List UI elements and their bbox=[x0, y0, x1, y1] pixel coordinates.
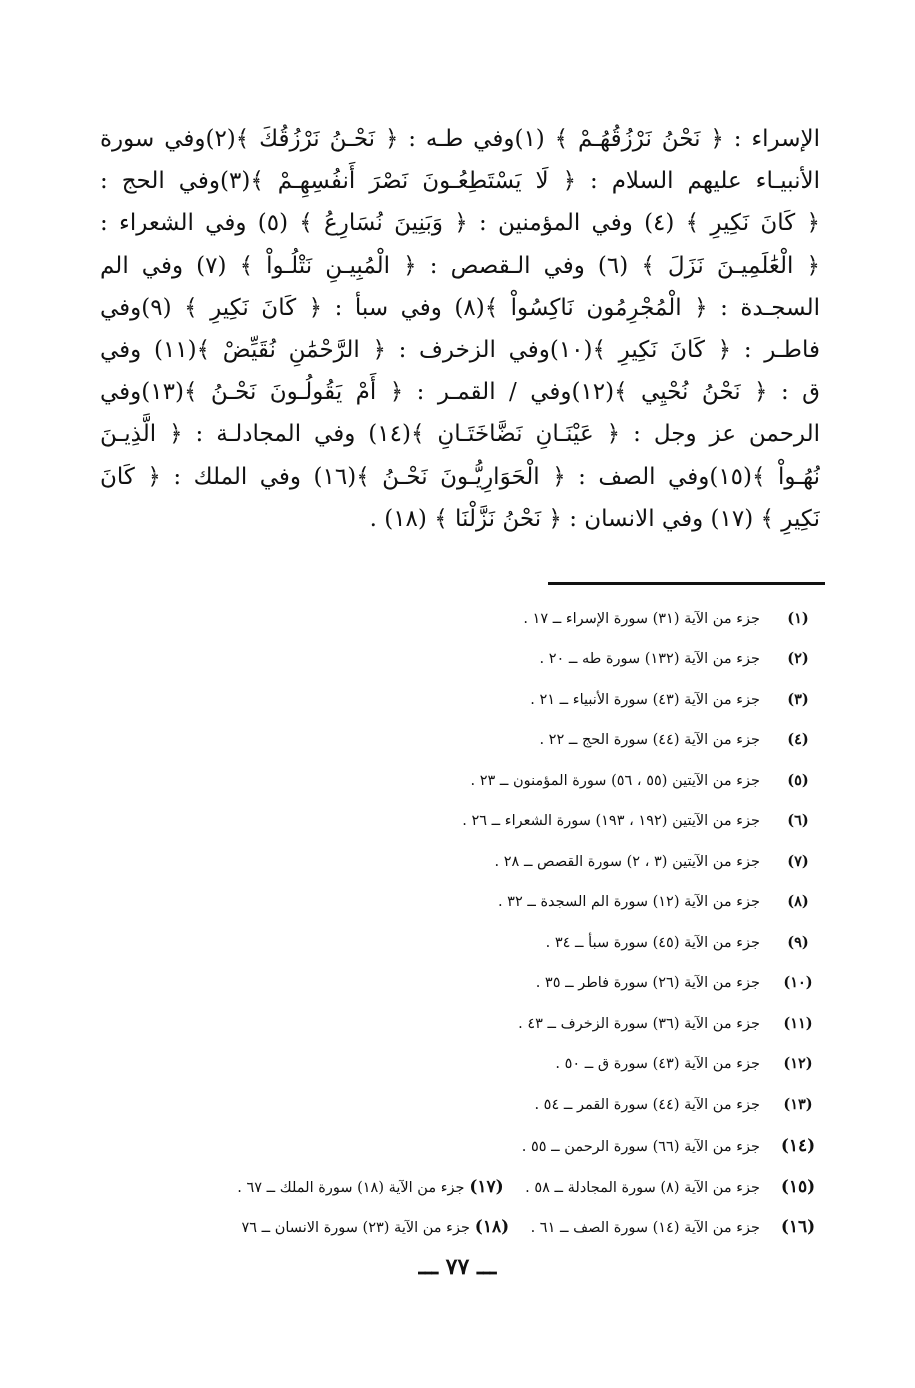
footnote-number: (١٧) bbox=[469, 1177, 504, 1197]
footnote bbox=[539, 731, 820, 761]
footnote-text: جزء من الآية (٨) سورة المجادلة ــ ٥٨ . bbox=[525, 1180, 760, 1196]
footnote-number: (١٠) bbox=[783, 974, 813, 991]
text-line: فاطـر : ﴿ كَانَ نَكِيرِ ﴾(١٠)وفي الزخرف : ﴿ الرَّحْمَٰنِ نُقَيِّضْ ﴾(١١) وفي bbox=[100, 337, 820, 364]
footnote-separator bbox=[548, 582, 825, 585]
footnote-number: (٧) bbox=[787, 853, 809, 870]
footnote bbox=[241, 1217, 820, 1247]
text-line: ق : ﴿ نَحْنُ نُحْيِي ﴾(١٢)وفي / القمـر : ﴿ أَمْ يَقُولُـونَ نَحْـنُ ﴾(١٣)وفي bbox=[100, 379, 820, 406]
footnote-number: (٦) bbox=[787, 812, 809, 829]
text-line: السجـدة : ﴿ الْمُجْرِمُون نَاكِسُواْ ﴾(٨) وفي سبأ : ﴿ كَانَ نَكِيرِ ﴾ (٩)وفي bbox=[100, 294, 820, 321]
footnote-text: جزء من الآية (٤٥) سورة سبأ ــ ٣٤ . bbox=[545, 935, 760, 951]
footnote bbox=[534, 1096, 820, 1126]
footnote bbox=[530, 691, 820, 721]
footnote-number: (١) bbox=[787, 610, 809, 627]
footnote-text: جزء من الآية (١٨) سورة الملك ــ ٦٧ . bbox=[237, 1180, 465, 1196]
footnote-number: (٥) bbox=[787, 772, 809, 789]
footnote-number: (١٤) bbox=[780, 1136, 816, 1156]
footnote-text: جزء من الآيتين (٥٥ ، ٥٦) سورة المؤمنون ــ ٢٣ . bbox=[470, 773, 760, 789]
footnote-number: (٨) bbox=[787, 893, 809, 910]
footnote-number: (١٥) bbox=[780, 1177, 816, 1197]
footnote bbox=[498, 893, 820, 923]
footnote-number: (٤) bbox=[787, 731, 809, 748]
footnote-number: (١١) bbox=[783, 1015, 813, 1032]
footnote-number: (١٢) bbox=[783, 1055, 813, 1072]
text-line: الإسراء : ﴿ نَحْنُ نَرْزُقُهُـمْ ﴾ (١)وفي طـه : ﴿ نَحْـنُ نَرْزُقُكَ ﴾(٢)وفي سورة bbox=[100, 126, 820, 152]
footnote bbox=[495, 853, 820, 883]
text-line: نُهُـواْ ﴾(١٥)وفي الصف : ﴿ الْحَوَارِيُّـونَ نَحْـنُ ﴾(١٦) وفي الملك : ﴿ كَانَ bbox=[100, 463, 820, 490]
footnote-text: جزء من الآيتين (٣ ، ٢) سورة القصص ــ ٢٨ . bbox=[494, 854, 760, 870]
footnote-text: جزء من الآية (٤٣) سورة ق ــ ٥٠ . bbox=[555, 1056, 760, 1072]
footnote-text: جزء من الآية (١٢) سورة الم السجدة ــ ٣٢ . bbox=[497, 894, 760, 910]
footnote-text: جزء من الآية (٤٤) سورة القمر ــ ٥٤ . bbox=[534, 1097, 760, 1113]
footnote bbox=[523, 610, 820, 640]
footnote-number: (٣) bbox=[787, 691, 809, 708]
text-line: نَكِيرِ ﴾ (١٧) وفي الانسان : ﴿ نَحْنُ نَزَّلْنَا ﴾ (١٨) . bbox=[369, 505, 820, 532]
footnote-text: جزء من الآية (٤٤) سورة الحج ــ ٢٢ . bbox=[539, 732, 760, 748]
footnote bbox=[546, 934, 820, 964]
main-text bbox=[100, 118, 820, 540]
footnote bbox=[522, 1136, 820, 1166]
text-line: الأنبيـاء عليهم السلام : ﴿ لَا يَسْتَطِعُـونَ نَصْرَ أَنفُسِهِـمْ ﴾(٣)وفي الحج : bbox=[100, 168, 820, 195]
footnote bbox=[518, 1015, 820, 1045]
text-line: ﴿ كَانَ نَكِيرِ ﴾ (٤) وفي المؤمنين : ﴿ وَبَنِينَ نُسَارِعُ ﴾ (٥) وفي الشعراء : bbox=[100, 210, 820, 237]
footnote bbox=[555, 1055, 820, 1085]
footnote-number: (٢) bbox=[787, 650, 809, 667]
footnote bbox=[462, 812, 820, 842]
text-line: الرحمن عز وجل : ﴿ عَيْنَـانِ نَضَّاخَتَـانِ ﴾(١٤) وفي المجادلـة : ﴿ الَّذِيـنَ bbox=[100, 421, 820, 448]
footnote-number: (٩) bbox=[787, 934, 809, 951]
footnote-text: جزء من الآية (٢٦) سورة فاطر ــ ٣٥ . bbox=[535, 975, 760, 991]
footnote-number: (١٣) bbox=[783, 1096, 813, 1113]
footnote bbox=[539, 650, 820, 680]
footnote-number: (١٨) bbox=[474, 1217, 510, 1237]
footnote bbox=[471, 772, 821, 802]
footnote-text: جزء من الآيتين (١٩٢ ، ١٩٣) سورة الشعراء ــ ٢٦ . bbox=[462, 813, 760, 829]
footnote-text: جزء من الآية (٦٦) سورة الرحمن ــ ٥٥ . bbox=[521, 1139, 760, 1155]
footnote-text: جزء من الآية (٣١) سورة الإسراء ــ ١٧ . bbox=[523, 611, 760, 627]
footnote-text: جزء من الآية (١٤) سورة الصف ــ ٦١ . bbox=[530, 1220, 760, 1236]
text-line: ﴿ الْعَٰلَمِيـنَ نَزَلَ ﴾ (٦) وفي الـقصص : ﴿ الْمُبِيـنِ نَتْلُـواْ ﴾ (٧) وفي الم bbox=[100, 252, 820, 279]
page-number: ـــ ٧٧ ـــ bbox=[418, 1254, 497, 1280]
footnote bbox=[536, 974, 820, 1004]
footnote-text: جزء من الآية (٢٣) سورة الانسان ــ ٧٦ bbox=[241, 1220, 470, 1236]
footnote bbox=[237, 1177, 820, 1207]
footnote-number: (١٦) bbox=[780, 1217, 816, 1237]
footnote-text: جزء من الآية (٣٦) سورة الزخرف ــ ٤٣ . bbox=[518, 1016, 760, 1032]
footnote-text: جزء من الآية (٤٣) سورة الأنبياء ــ ٢١ . bbox=[530, 692, 760, 708]
footnote-text: جزء من الآية (١٣٢) سورة طه ــ ٢٠ . bbox=[539, 651, 760, 667]
